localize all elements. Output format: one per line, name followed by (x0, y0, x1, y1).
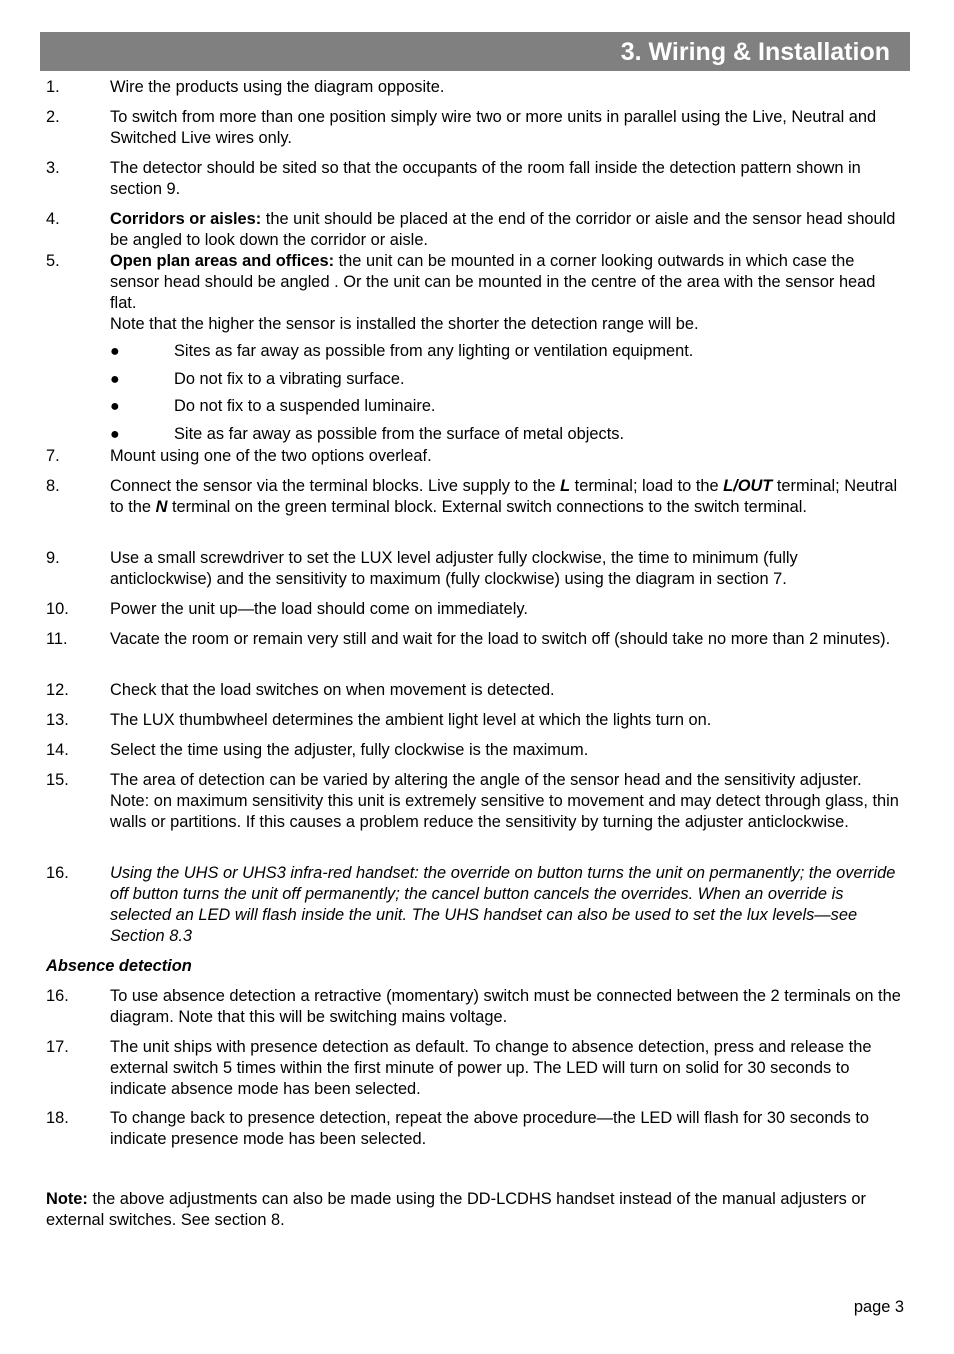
item-body: terminal on the green terminal block. External switch connections to the switch terminal. (167, 498, 807, 516)
item-number: 17. (46, 1038, 69, 1056)
item-text: The detector should be sited so that the occupants of the room fall inside the detection pattern shown in section 9. (110, 159, 861, 198)
item-text: To change back to presence detection, repeat the above procedure—the LED will flash for 30 seconds to indicate presence mode has been selected. (110, 1109, 869, 1148)
bullet-icon: ● (110, 371, 120, 388)
item-number: 15. (46, 771, 69, 789)
item-text: The area of detection can be varied by altering the angle of the sensor head and the sensitivity adjuster. Note: on maximum sensitivity this unit is extremely sensitive to movement and may detect through glass, thin walls or partitions. If this causes a problem reduce the sensitivity by turning the adjuster anticlockwise. (110, 771, 899, 831)
item-number: 18. (46, 1109, 69, 1127)
item-number: 4. (46, 210, 60, 228)
item-bold-lead: Corridors or aisles: (110, 210, 262, 228)
item-number: 2. (46, 108, 60, 126)
bullet-text: Sites as far away as possible from any lighting or ventilation equipment. (174, 342, 694, 360)
item-number: 8. (46, 477, 60, 495)
footnote-text: the above adjustments can also be made using the DD-LCDHS handset instead of the manual adjusters or external switches. See section 8. (46, 1190, 866, 1229)
bullet-icon: ● (110, 426, 120, 443)
item-body: Connect the sensor via the terminal blocks. Live supply to the (110, 477, 561, 495)
item-number: 12. (46, 681, 69, 699)
item-text: Vacate the room or remain very still and wait for the load to switch off (should take no more than 2 minutes). (110, 630, 891, 648)
section-title: 3. Wiring & Installation (620, 38, 890, 66)
item-text: Power the unit up—the load should come on immediately. (110, 600, 528, 618)
item-number: 10. (46, 600, 69, 618)
bullet-icon: ● (110, 343, 120, 360)
item-number: 5. (46, 252, 60, 270)
item-text: Check that the load switches on when movement is detected. (110, 681, 555, 699)
item-number: 16. (46, 987, 69, 1005)
section-header-bar (40, 32, 910, 71)
item-number: 16. (46, 864, 69, 882)
bullet-icon: ● (110, 398, 120, 415)
item-body: terminal; load to the (570, 477, 724, 495)
page-number: page 3 (853, 1298, 904, 1316)
footnote-label: Note: (46, 1190, 88, 1208)
item-text: Wire the products using the diagram opposite. (110, 78, 445, 96)
terminal-label: N (155, 498, 168, 516)
item-text (110, 476, 904, 518)
item-text: The LUX thumbwheel determines the ambient light level at which the lights turn on. (110, 711, 712, 729)
item-text (110, 209, 904, 251)
item-body: terminal; Neutral to the (110, 477, 898, 516)
item-body: the unit should be placed at the end of the corridor or aisle and the sensor head should be angled to look down the corridor or aisle. (110, 210, 896, 249)
item-bold-lead: Open plan areas and offices: (110, 252, 335, 270)
bullet-text: Site as far away as possible from the surface of metal objects. (174, 425, 625, 443)
item-note: Note that the higher the sensor is installed the shorter the detection range will be. (110, 315, 699, 333)
bullet-text: Do not fix to a vibrating surface. (174, 370, 405, 388)
bullet-text: Do not fix to a suspended luminaire. (174, 397, 436, 415)
item-body: the unit can be mounted in a corner looking outwards in which case the sensor head should be angled . Or the unit can be mounted in the centre of the area with the sensor head flat. (110, 252, 876, 312)
footnote (46, 1189, 906, 1231)
item-text: Mount using one of the two options overleaf. (110, 447, 432, 465)
item-text (110, 251, 904, 335)
item-number: 1. (46, 78, 60, 96)
item-text: To use absence detection a retractive (momentary) switch must be connected between the 2 terminals on the diagram. Note that this will be switching mains voltage. (110, 987, 901, 1026)
terminal-label: L/OUT (723, 477, 773, 495)
absence-heading: Absence detection (46, 957, 192, 975)
item-number: 14. (46, 741, 69, 759)
item-text: To switch from more than one position simply wire two or more units in parallel using the Live, Neutral and Switched Live wires only. (110, 108, 877, 147)
item-text: Using the UHS or UHS3 infra-red handset: the override on button turns the unit on permanently; the override off button turns the unit off permanently; the cancel button cancels the overrides. When an override is selected an LED will flash inside the unit. The UHS handset can also be used to set the lux levels—see Section 8.3 (110, 864, 896, 945)
item-text: Select the time using the adjuster, fully clockwise is the maximum. (110, 741, 589, 759)
terminal-label: L (560, 477, 571, 495)
item-text: The unit ships with presence detection as default. To change to absence detection, press and release the external switch 5 times within the first minute of power up. The LED will turn on solid for 30 seconds to indicate absence mode has been selected. (110, 1038, 872, 1098)
item-number: 11. (46, 630, 68, 648)
item-text: Use a small screwdriver to set the LUX level adjuster fully clockwise, the time to minimum (fully anticlockwise) and the sensitivity to maximum (fully clockwise) using the diagram in section 7. (110, 549, 798, 588)
item-number: 7. (46, 447, 60, 465)
item-number: 9. (46, 549, 60, 567)
item-number: 3. (46, 159, 60, 177)
item-number: 13. (46, 711, 69, 729)
